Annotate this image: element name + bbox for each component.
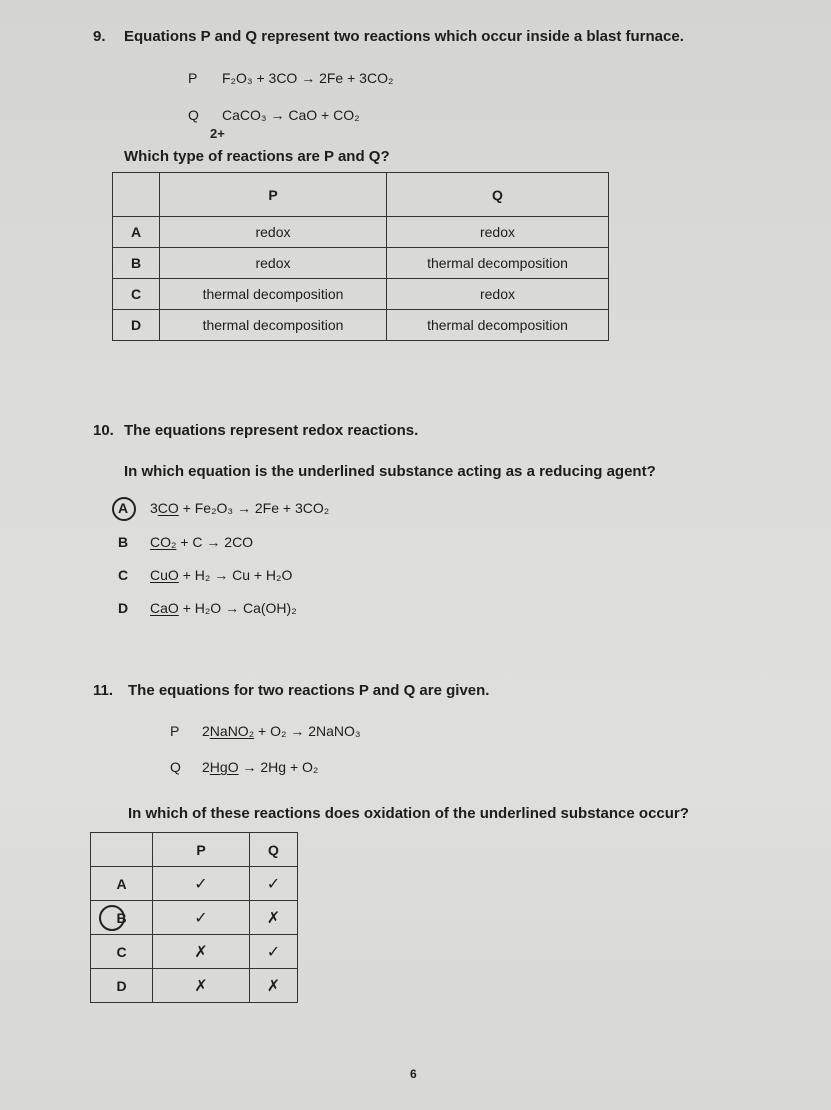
q10-number: 10. — [93, 422, 114, 439]
q10-option-a-label[interactable]: A — [118, 500, 129, 516]
q11-option-d-p: ✗ — [153, 969, 250, 1003]
q9-option-c-label[interactable]: C — [113, 279, 160, 310]
q9-option-b-q: thermal decomposition — [387, 248, 609, 279]
q10-option-b-rest: + C → 2CO — [180, 534, 254, 550]
q10-option-d-label[interactable]: D — [118, 600, 129, 616]
q10-option-c-underlined: CuO — [150, 567, 179, 583]
q11-table-corner — [91, 833, 153, 867]
q11-eq-q — [202, 759, 318, 775]
q9-eq-q-label: Q — [188, 107, 199, 123]
q9-option-a-label[interactable]: A — [113, 217, 160, 248]
q9-table-corner — [113, 173, 160, 217]
q9-option-a-q: redox — [387, 217, 609, 248]
q11-table-header-q: Q — [250, 833, 298, 867]
q9-eq-p-label: P — [188, 70, 198, 86]
q9-answer-table — [112, 172, 609, 341]
q10-question: In which equation is the underlined substance acting as a reducing agent? — [124, 463, 656, 480]
q10-option-c-equation — [150, 567, 292, 583]
q9-option-b-p: redox — [160, 248, 387, 279]
q11-option-a-label[interactable]: A — [91, 867, 153, 901]
q10-option-d-underlined: CaO — [150, 600, 179, 616]
q9-option-c-p: thermal decomposition — [160, 279, 387, 310]
q9-option-d-q: thermal decomposition — [387, 310, 609, 341]
q11-eq-q-rest: → 2Hg + O₂ — [242, 759, 319, 775]
q10-option-b-label[interactable]: B — [118, 534, 129, 550]
q11-eq-p-coef: 2 — [202, 723, 210, 739]
q10-option-c-label[interactable]: C — [118, 567, 129, 583]
q9-option-d-label[interactable]: D — [113, 310, 160, 341]
q9-table-header-p: P — [160, 173, 387, 217]
q11-option-b-p: ✓ — [153, 901, 250, 935]
q10-option-a-rest: + Fe₂O₃ → 2Fe + 3CO₂ — [182, 500, 330, 516]
q11-number: 11. — [93, 682, 114, 699]
q10-option-a-underlined: CO — [157, 500, 179, 516]
q11-option-a-q: ✓ — [250, 867, 298, 901]
q10-option-a-coef: 3 — [150, 500, 158, 516]
q9-option-b-label[interactable]: B — [113, 248, 160, 279]
q10-option-d-rest: + H₂O → Ca(OH)₂ — [182, 600, 297, 616]
q11-eq-q-label: Q — [170, 759, 181, 775]
page-number: 6 — [410, 1067, 417, 1081]
q9-eq-p: F₂O₃ + 3CO → 2Fe + 3CO₂ — [222, 70, 394, 86]
q11-option-b-label[interactable]: B — [91, 901, 153, 935]
q11-option-c-p: ✗ — [153, 935, 250, 969]
q10-text: The equations represent redox reactions. — [124, 422, 419, 439]
q11-eq-p-rest: + O₂ → 2NaNO₃ — [258, 723, 361, 739]
q11-eq-p-underlined: NaNO₂ — [209, 723, 255, 739]
q11-option-c-q: ✓ — [250, 935, 298, 969]
q11-option-b-q: ✗ — [250, 901, 298, 935]
q9-option-a-p: redox — [160, 217, 387, 248]
q11-option-d-label[interactable]: D — [91, 969, 153, 1003]
q9-option-c-q: redox — [387, 279, 609, 310]
q9-handwritten-mark: 2+ — [210, 126, 225, 141]
q11-option-a-p: ✓ — [153, 867, 250, 901]
q9-option-d-p: thermal decomposition — [160, 310, 387, 341]
q10-option-b-underlined: CO₂ — [150, 534, 177, 550]
q11-eq-q-underlined: HgO — [209, 759, 239, 775]
q11-answer-circle — [99, 905, 125, 931]
q9-eq-q: CaCO₃ → CaO + CO₂ — [222, 107, 360, 123]
q11-table-header-p: P — [153, 833, 250, 867]
q9-number: 9. — [93, 28, 106, 45]
q11-question: In which of these reactions does oxidation of the underlined substance occur? — [128, 805, 689, 822]
q11-eq-p-label: P — [170, 723, 180, 739]
q9-table-header-q: Q — [387, 173, 609, 217]
q11-option-d-q: ✗ — [250, 969, 298, 1003]
q9-question: Which type of reactions are P and Q? — [124, 148, 390, 165]
q10-option-b-equation — [150, 534, 253, 550]
q11-text: The equations for two reactions P and Q are given. — [128, 682, 490, 699]
q11-eq-q-coef: 2 — [202, 759, 210, 775]
q10-option-c-rest: + H₂ → Cu + H₂O — [182, 567, 293, 583]
q10-option-a-equation — [150, 500, 329, 516]
q10-option-d-equation — [150, 600, 297, 616]
q11-option-c-label[interactable]: C — [91, 935, 153, 969]
q11-eq-p — [202, 723, 361, 739]
q9-text: Equations P and Q represent two reactions which occur inside a blast furnace. — [124, 28, 684, 45]
